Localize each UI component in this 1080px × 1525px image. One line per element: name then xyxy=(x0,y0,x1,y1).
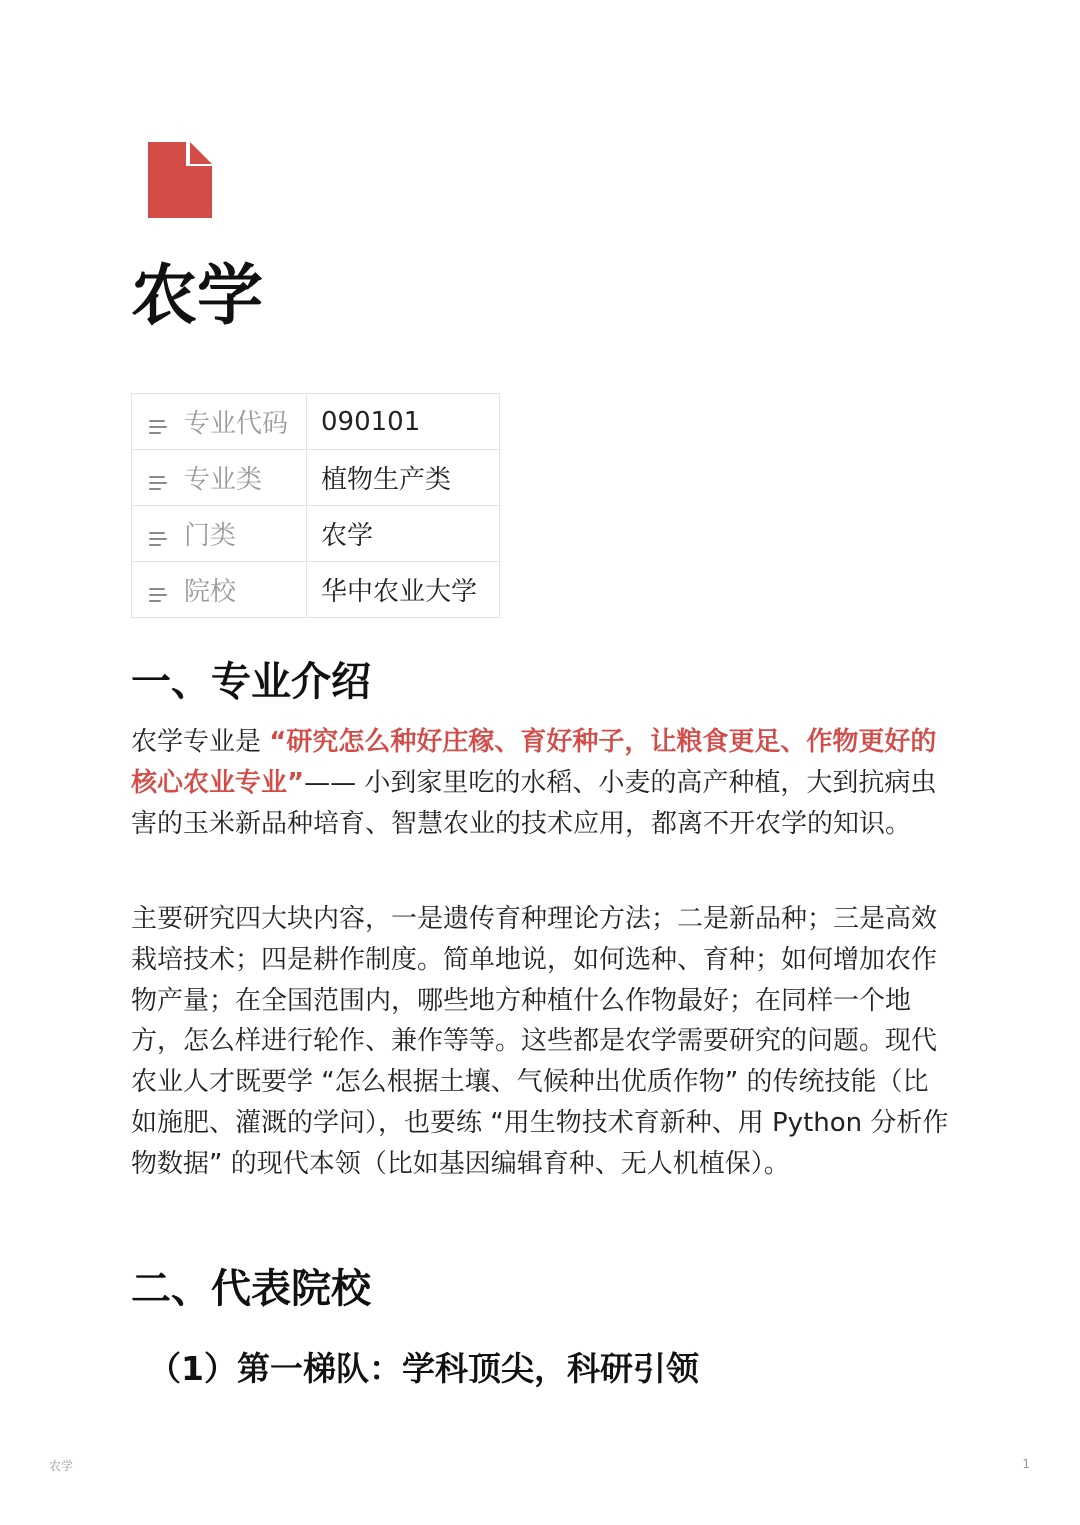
property-row[interactable] xyxy=(132,394,500,450)
property-key: 院校 xyxy=(184,577,237,607)
property-row[interactable] xyxy=(132,506,500,562)
page-title: 农学 xyxy=(131,257,263,334)
document-icon xyxy=(148,142,212,218)
property-value[interactable]: 090101 xyxy=(307,394,500,450)
property-key: 专业类 xyxy=(184,465,263,495)
intro-paragraph-2: 主要研究四大块内容，一是遗传育种理论方法；二是新品种；三是高效栽培技术；四是耕作制度。简单地说，如何选种、育种；如何增加农作物产量；在全国范围内，哪些地方种植什么作物最好；在同样一个地方，怎么样进行轮作、兼作等等。这些都是农学需要研究的问题。现代农业人才既要学 “怎么根据土壤、气候种出优质作物” 的传统技能（比如施肥、灌溉的学问），也要练 “用生物技术育新种、用 Python 分析作物数据” 的现代本领（比如基因编辑育种、无人机植保）。 xyxy=(131,904,949,1179)
text-lines-icon xyxy=(149,420,167,434)
section-heading-schools: 二、代表院校 xyxy=(131,1266,371,1312)
property-value[interactable]: 华中农业大学 xyxy=(307,562,500,618)
intro-rest-text: —— 小到家里吃的水稻、小麦的高产种植，大到抗病虫害的玉米新品种培育、智慧农业的技术应用，都离不开农学的知识。 xyxy=(131,767,937,839)
text-lines-icon xyxy=(149,588,167,602)
property-value[interactable]: 植物生产类 xyxy=(307,450,500,506)
property-key: 门类 xyxy=(184,521,237,551)
intro-paragraph-1 xyxy=(131,722,951,844)
intro-highlight-text: “研究怎么种好庄稼、育好种子，让粮食更足、作物更好的核心农业专业” xyxy=(131,727,937,798)
text-lines-icon xyxy=(149,532,167,546)
property-value[interactable]: 农学 xyxy=(307,506,500,562)
properties-table xyxy=(131,393,500,618)
section-heading-intro: 一、专业介绍 xyxy=(131,659,371,705)
text-lines-icon xyxy=(149,476,167,490)
page-number: 1 xyxy=(1022,1457,1030,1471)
property-key: 专业代码 xyxy=(184,409,289,439)
property-row[interactable] xyxy=(132,562,500,618)
property-key-cell[interactable] xyxy=(132,450,307,506)
intro-lead-text: 农学专业是 xyxy=(131,727,270,757)
subheading-tier-one: （1）第一梯队：学科顶尖，科研引领 xyxy=(148,1349,699,1388)
property-key-cell[interactable] xyxy=(132,562,307,618)
property-key-cell[interactable] xyxy=(132,394,307,450)
property-row[interactable] xyxy=(132,450,500,506)
footer-title: 农学 xyxy=(49,1459,74,1473)
property-key-cell[interactable] xyxy=(132,506,307,562)
